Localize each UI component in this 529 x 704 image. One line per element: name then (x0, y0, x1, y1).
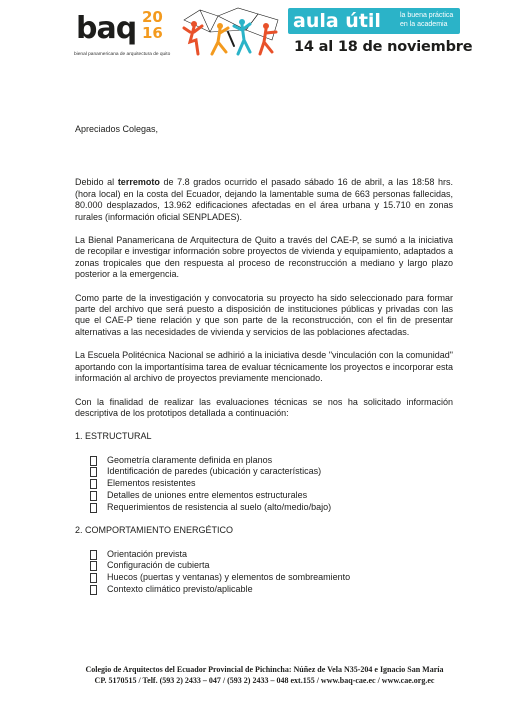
baq-year: 20 16 (142, 8, 163, 42)
list-item (75, 560, 453, 572)
checkbox-icon (90, 585, 97, 595)
checkbox-icon (90, 573, 97, 583)
paragraph-2: La Bienal Panamericana de Arquitectura de Quito a través del CAE-P, se sumó a la iniciativa de recopilar e investigar información sobre proyectos de vivienda y equipamiento, adaptados a zonas tropicales que den respuesta al proceso de reconstrucción a mediano y largo plazo posterior a la emergencia. (75, 235, 453, 280)
paragraph-1-text: de 7.8 grados ocurrido el pasado sábado 16 de abril, a las 18:58 hrs. (hora local) en la costa del Ecuador, dejando la lamentable suma de 663 personas fallecidas, 80.000 desplazados, 13.962 edificaciones afectadas en el área urbana y 15.710 en zonas rurales (información oficial SENPLADES). (75, 177, 453, 222)
baq-subtitle: bienal panamericana de arquitectura de quito (74, 52, 171, 57)
list-item-label: Requerimientos de resistencia al suelo (alto/medio/bajo) (107, 501, 332, 512)
letter-body (75, 124, 453, 595)
checkbox-icon (90, 456, 97, 466)
list-item-label: Elementos resistentes (107, 478, 196, 489)
list-item (75, 549, 453, 561)
checkbox-icon (90, 491, 97, 501)
aula-util-logo (288, 8, 473, 64)
checkbox-icon (90, 550, 97, 560)
paragraph-1-intro: Debido al (75, 177, 118, 188)
list-item (75, 502, 453, 514)
paragraph-3: Como parte de la investigación y convocatoria su proyecto ha sido seleccionado para formar parte del archivo que será puesto a disposición de instituciones públicas y privadas con las que el CAE-P tiene relación y que son parte de la reconstrucción, con el fin de presentar alternativas a las necesidades de vivienda y servicios de las poblaciones afectadas. (75, 292, 453, 337)
letterhead (74, 6, 473, 64)
list-item (75, 466, 453, 478)
list-item-label: Detalles de uniones entre elementos estructurales (107, 489, 308, 500)
list-item (75, 584, 453, 596)
figures-illustration-icon (180, 6, 284, 58)
list-item-label: Geometría claramente definida en planos (107, 454, 273, 465)
checkbox-icon (90, 503, 97, 513)
list-item-label: Configuración de cubierta (107, 560, 210, 571)
footer-contact: CP. 5170515 / Telf. (593 2) 2433 – 047 / (593 2) 2433 – 048 ext.155 / www.baq-cae.ec / www.cae.org.ec (94, 676, 435, 685)
list-item-label: Identificación de paredes (ubicación y características) (107, 466, 322, 477)
list-item (75, 455, 453, 467)
list-item-label: Contexto climático previsto/aplicable (107, 583, 253, 594)
checkbox-icon (90, 479, 97, 489)
baq-logo (74, 6, 284, 64)
checkbox-icon (90, 467, 97, 477)
list-item (75, 478, 453, 490)
footer-address: Colegio de Arquitectos del Ecuador Provincial de Pichincha: Núñez de Vela N35-204 e Ignacio San María (85, 665, 444, 674)
greeting: Apreciados Colegas, (75, 124, 159, 134)
energy-list (75, 549, 453, 596)
paragraph-1 (75, 177, 453, 223)
aula-util-title: aula útil (293, 10, 381, 32)
paragraph-4: La Escuela Politécnica Nacional se adhirió a la iniciativa desde "vinculación con la comunidad" aportando con la importantísima tarea de evaluar técnicamente los proyectos e incorporar esta información al archivo de proyectos previamente mencionado. (75, 350, 453, 384)
checkbox-icon (90, 561, 97, 571)
footer (0, 664, 529, 686)
baq-logo-text: baq (76, 11, 137, 46)
structural-list (75, 455, 453, 514)
list-item-label: Orientación prevista (107, 548, 188, 559)
paragraph-5: Con la finalidad de realizar las evaluaciones técnicas se nos ha solicitado información descriptiva de los prototipos detallada a continuación: (75, 396, 453, 418)
section-energy-title: 2. COMPORTAMIENTO ENERGÉTICO (75, 525, 234, 536)
section-structural-title: 1. ESTRUCTURAL (75, 431, 152, 442)
list-item (75, 572, 453, 584)
list-item-label: Huecos (puertas y ventanas) y elementos de sombreamiento (107, 572, 351, 583)
aula-util-banner (288, 8, 460, 34)
paragraph-1-bold: terremoto (117, 177, 160, 188)
list-item (75, 490, 453, 502)
event-dates: 14 al 18 de noviembre (294, 39, 473, 55)
aula-util-tagline: la buena práctica en la academia (400, 12, 454, 28)
